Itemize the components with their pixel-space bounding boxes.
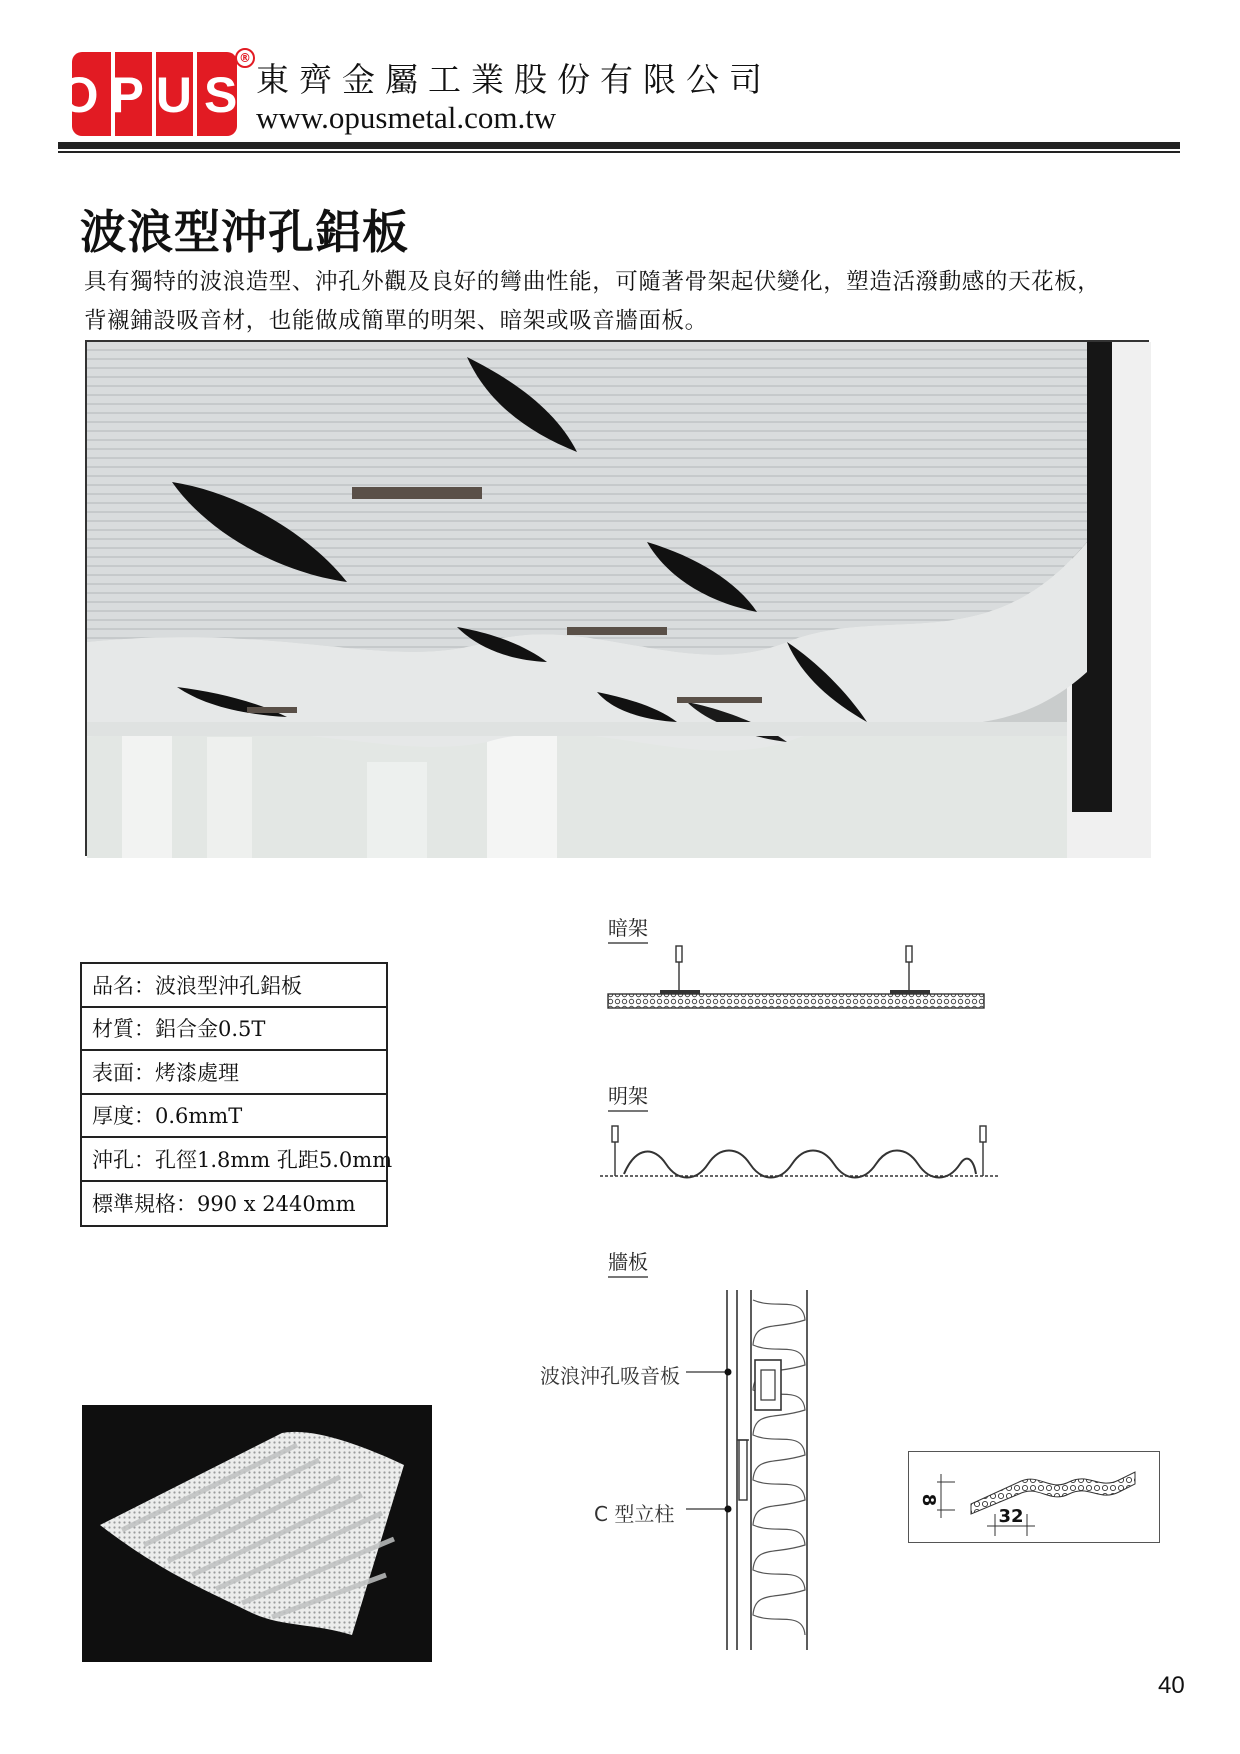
exposed-grid-label: 明架	[608, 1080, 648, 1112]
concealed-grid-label: 暗架	[608, 912, 648, 944]
website-link[interactable]: www.opusmetal.com.tw	[256, 100, 557, 135]
spec-table	[80, 962, 393, 1227]
product-description-line2: 背襯鋪設吸音材，也能做成簡單的明架、暗架或吸音牆面板。	[84, 308, 708, 334]
sample-panel-photo	[82, 1405, 432, 1662]
header-rule-thin	[58, 151, 1180, 153]
spec-row-material: 材質：鋁合金0.5T	[82, 1008, 386, 1052]
product-description-line1: 具有獨特的波浪造型、沖孔外觀及良好的彎曲性能，可隨著骨架起伏變化，塑造活潑動感的天花板，	[84, 269, 1101, 295]
spec-row-name: 品名：波浪型沖孔鋁板	[82, 964, 386, 1008]
profile-dimension-box	[908, 1451, 1160, 1543]
registered-mark: ®	[235, 48, 255, 68]
concealed-grid-drawing	[600, 942, 990, 1014]
exposed-grid-drawing	[596, 1122, 1004, 1182]
wall-panel-label: 牆板	[608, 1246, 648, 1278]
wall-callout-panel: 波浪沖孔吸音板	[540, 1364, 680, 1388]
opus-logo	[59, 52, 250, 136]
logo-text: OPUS	[59, 67, 250, 123]
wall-callout-stud: C 型立柱	[594, 1502, 675, 1526]
header-rule	[58, 142, 1180, 149]
product-title: 波浪型沖孔鋁板	[80, 205, 409, 259]
company-name: 東齊金屬工業股份有限公司	[256, 60, 772, 99]
ceiling-installation-photo	[85, 340, 1149, 856]
spec-row-size: 標準規格：990 x 2440mm	[92, 1192, 356, 1217]
spec-row-surface: 表面：烤漆處理	[82, 1051, 386, 1095]
spec-row-perforation: 沖孔：孔徑1.8mm 孔距5.0mm	[82, 1138, 386, 1182]
profile-pitch-label: 32	[998, 1506, 1024, 1527]
page-number: 40	[1158, 1672, 1185, 1699]
wall-callout-leaders	[686, 1366, 734, 1516]
profile-height-label: 8	[918, 1493, 939, 1507]
spec-row-thickness: 厚度：0.6mmT	[82, 1095, 386, 1139]
